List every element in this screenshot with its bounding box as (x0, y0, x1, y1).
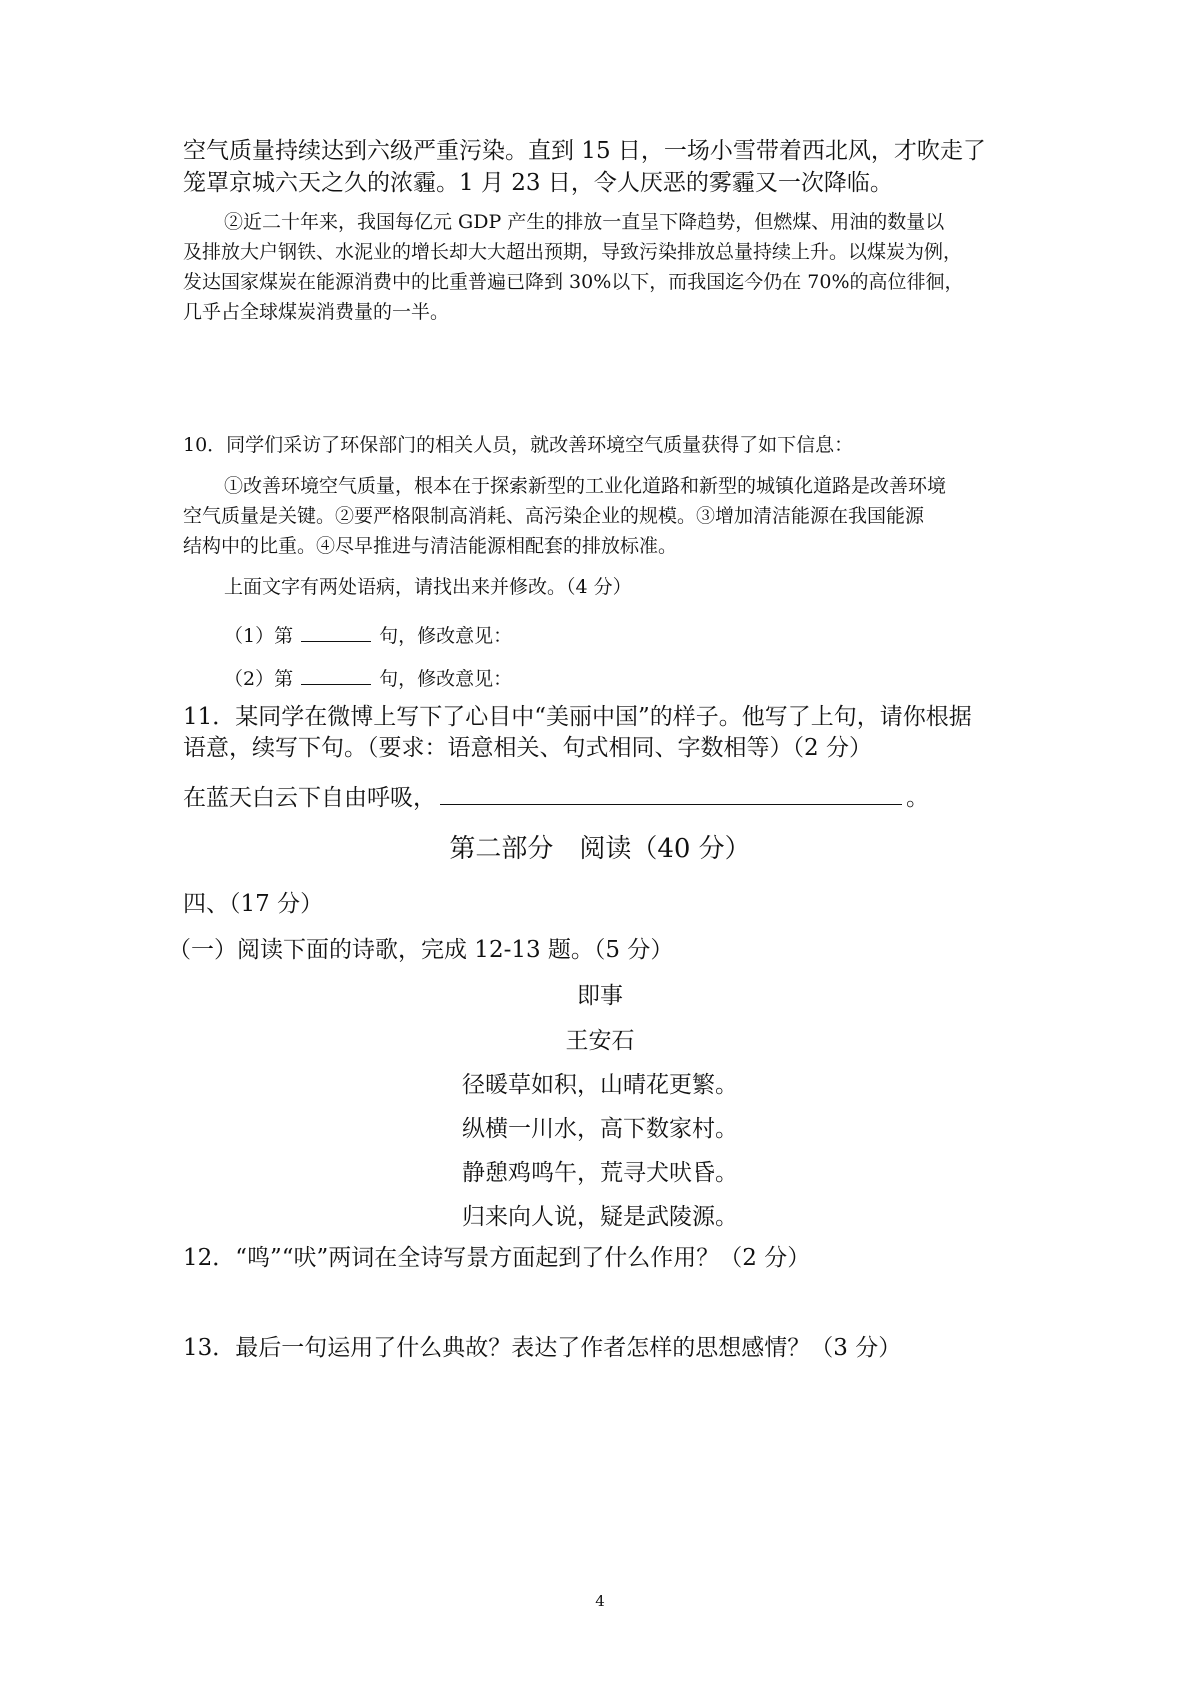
passage-line: 空气质量持续达到六级严重污染。直到 15 日，一场小雪带着西北风，才吹走了 (183, 138, 986, 164)
paragraph-line: 几乎占全球煤炭消费量的一半。 (183, 301, 450, 323)
paragraph-line: 及排放大户钢铁、水泥业的增长却大大超出预期，导致污染排放总量持续上升。以煤炭为例， (183, 241, 963, 263)
question-10-info-line: ①改善环境空气质量，根本在于探索新型的工业化道路和新型的城镇化道路是改善环境 (224, 475, 947, 497)
page-number: 4 (595, 1592, 605, 1610)
question-10-info-line: 空气质量是关键。②要严格限制高消耗、高污染企业的规模。③增加清洁能源在我国能源 (183, 505, 925, 527)
sentence-number-blank-1[interactable] (301, 622, 371, 642)
answer-prefix: 在蓝天白云下自由呼吸， (183, 785, 436, 811)
passage-line: 笼罩京城六天之久的浓霾。1 月 23 日，令人厌恶的雾霾又一次降临。 (183, 170, 893, 196)
poem-author: 王安石 (565, 1028, 635, 1054)
sentence-number-blank-2[interactable] (301, 665, 371, 685)
section-heading: 四、（17 分） (183, 891, 324, 917)
paragraph-line: ②近二十年来，我国每亿元 GDP 产生的排放一直呈下降趋势，但燃煤、用油的数量以 (224, 211, 945, 233)
poem-line: 径暖草如积，山晴花更繁。 (462, 1072, 738, 1098)
poem-line: 纵横一川水，高下数家村。 (462, 1116, 738, 1142)
answer-row-prefix: （2）第 (224, 668, 294, 690)
question-13: 13．最后一句运用了什么典故？表达了作者怎样的思想感情？（3 分） (183, 1335, 902, 1361)
paragraph-line: 发达国家煤炭在能源消费中的比重普遍已降到 30%以下，而我国迄今仍在 70%的高位徘徊， (183, 271, 964, 293)
poem-line: 归来向人说，疑是武陵源。 (462, 1204, 738, 1230)
answer-row-prefix: （1）第 (224, 625, 294, 647)
question-10-answer-row-1 (224, 622, 512, 646)
question-10-instruction: 上面文字有两处语病，请找出来并修改。（4 分） (224, 576, 632, 598)
question-11-line: 语意，续写下句。（要求：语意相关、句式相同、字数相等）（2 分） (183, 735, 872, 761)
answer-row-suffix: 句，修改意见： (379, 668, 513, 690)
part-heading: 第二部分 阅读（40 分） (449, 834, 751, 864)
question-11-answer-row (183, 781, 929, 810)
answer-blank[interactable] (440, 781, 902, 805)
question-12: 12．“鸣”“吠”两词在全诗写景方面起到了什么作用？（2 分） (183, 1245, 811, 1271)
question-10-info-line: 结构中的比重。④尽早推进与清洁能源相配套的排放标准。 (183, 535, 678, 557)
poem-title: 即事 (577, 983, 623, 1009)
poem-line: 静憩鸡鸣午，荒寻犬吠昏。 (462, 1160, 738, 1186)
subsection-heading: （一）阅读下面的诗歌，完成 12-13 题。（5 分） (168, 937, 674, 963)
question-10-stem: 10．同学们采访了环保部门的相关人员，就改善环境空气质量获得了如下信息： (183, 434, 854, 456)
question-10-answer-row-2 (224, 665, 512, 689)
answer-suffix: 。 (906, 785, 929, 811)
answer-row-suffix: 句，修改意见： (379, 625, 513, 647)
question-11-line: 11．某同学在微博上写下了心目中“美丽中国”的样子。他写了上句，请你根据 (183, 704, 972, 730)
